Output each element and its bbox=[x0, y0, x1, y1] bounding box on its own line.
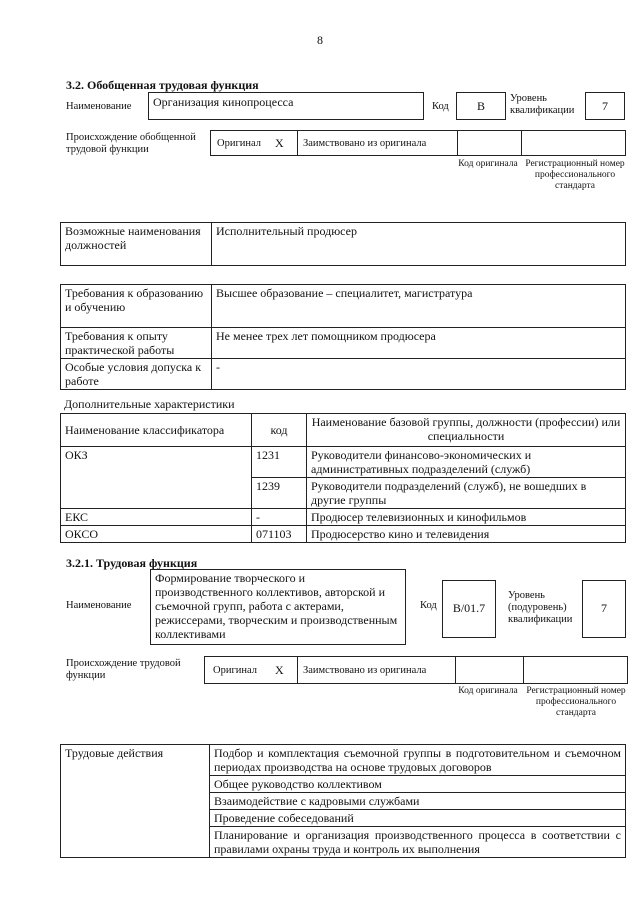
requirement-label: Требования к образованию и обучению bbox=[61, 285, 212, 328]
gtf-name-box bbox=[148, 92, 424, 120]
row-code: 071103 bbox=[252, 526, 307, 543]
requirement-label: Требования к опыту практической работы bbox=[61, 328, 212, 359]
gtf-code-label: Код bbox=[432, 101, 449, 112]
gtf-code-original-caption: Код оригинала bbox=[458, 159, 518, 169]
additional-header-row bbox=[61, 414, 626, 447]
tf-code-label: Код bbox=[420, 600, 437, 611]
requirement-value: Высшее образование – специалитет, магистратура bbox=[212, 285, 626, 328]
tf-reg-number-caption: Регистрационный номер профессионального стандарта bbox=[526, 686, 626, 718]
actions-label: Трудовые действия bbox=[61, 745, 210, 858]
gtf-code-value: B bbox=[476, 99, 485, 113]
tf-heading: 3.2.1. Трудовая функция bbox=[66, 556, 198, 570]
row-classifier: ОКСО bbox=[61, 526, 252, 543]
gtf-original-mark: X bbox=[275, 136, 284, 150]
tf-borrowed-label: Заимствовано из оригинала bbox=[303, 665, 427, 676]
requirement-label: Особые условия допуска к работе bbox=[61, 359, 212, 390]
requirement-row bbox=[61, 285, 626, 328]
additional-table bbox=[60, 413, 626, 543]
row-classifier: ОКЗ bbox=[61, 447, 252, 509]
page-number: 8 bbox=[317, 33, 323, 47]
action-item: Планирование и организация производственного процесса в соответствии с правилами охраны труда и контроль их выполнения bbox=[210, 827, 626, 858]
action-item: Подбор и комплектация съемочной группы в подготовительном и съемочном периодах производства на основе трудовых договоров bbox=[210, 745, 626, 776]
tf-original-mark: X bbox=[275, 663, 284, 677]
tf-name-value: Формирование творческого и производственного коллективов, авторской и съемочной групп, работа с актерами, режиссерами, творческим и производственным коллективами bbox=[155, 571, 398, 641]
requirements-table bbox=[60, 284, 626, 390]
requirement-row bbox=[61, 359, 626, 390]
row-classifier: ЕКС bbox=[61, 509, 252, 526]
positions-value: Исполнительный продюсер bbox=[212, 223, 626, 266]
col-code: код bbox=[252, 414, 307, 447]
row-name: Продюсер телевизионных и кинофильмов bbox=[307, 509, 626, 526]
gtf-origin-table bbox=[210, 130, 626, 156]
tf-name-label: Наименование bbox=[66, 600, 132, 611]
gtf-original-label: Оригинал bbox=[217, 138, 261, 149]
col-classifier: Наименование классификатора bbox=[61, 414, 252, 447]
tf-code-original-caption: Код оригинала bbox=[458, 686, 518, 696]
gtf-level-label: Уровень квалификации bbox=[510, 93, 575, 116]
requirement-value: Не менее трех лет помощником продюсера bbox=[212, 328, 626, 359]
gtf-heading: 3.2. Обобщенная трудовая функция bbox=[66, 78, 259, 92]
actions-table bbox=[60, 744, 626, 858]
action-item: Взаимодействие с кадровыми службами bbox=[210, 793, 626, 810]
row-name: Руководители подразделений (служб), не вошедших в другие группы bbox=[307, 478, 626, 509]
tf-origin-table bbox=[204, 656, 628, 684]
action-item: Общее руководство коллективом bbox=[210, 776, 626, 793]
table-row bbox=[61, 526, 626, 543]
gtf-level-box bbox=[585, 92, 625, 120]
gtf-reg-number-caption: Регистрационный номер профессионального стандарта bbox=[525, 159, 625, 191]
tf-level-label: Уровень (подуровень) квалификации bbox=[508, 590, 573, 625]
gtf-code-box bbox=[456, 92, 506, 120]
positions-table bbox=[60, 222, 626, 266]
table-row bbox=[61, 447, 626, 478]
additional-heading: Дополнительные характеристики bbox=[64, 397, 235, 411]
row-name: Продюсерство кино и телевидения bbox=[307, 526, 626, 543]
row-name: Руководители финансово-экономических и административных подразделений (служб) bbox=[307, 447, 626, 478]
tf-code-value: B/01.7 bbox=[452, 601, 486, 615]
tf-level-box bbox=[582, 580, 626, 638]
requirement-value: - bbox=[212, 359, 626, 390]
gtf-borrowed-label: Заимствовано из оригинала bbox=[303, 138, 427, 149]
row-code: 1239 bbox=[252, 478, 307, 509]
tf-level-value: 7 bbox=[601, 601, 607, 615]
tf-original-label: Оригинал bbox=[213, 665, 257, 676]
gtf-name-label: Наименование bbox=[66, 101, 132, 112]
col-name: Наименование базовой группы, должности (профессии) или специальности bbox=[307, 414, 626, 447]
positions-label: Возможные наименования должностей bbox=[61, 223, 212, 266]
table-row bbox=[61, 745, 626, 776]
row-code: 1231 bbox=[252, 447, 307, 478]
tf-name-box bbox=[150, 569, 406, 645]
row-code: - bbox=[252, 509, 307, 526]
gtf-level-value: 7 bbox=[602, 99, 608, 113]
gtf-origin-label: Происхождение обобщенной трудовой функции bbox=[66, 132, 196, 155]
requirement-row bbox=[61, 328, 626, 359]
tf-code-box bbox=[442, 580, 496, 638]
gtf-name-value: Организация кинопроцесса bbox=[153, 95, 294, 109]
table-row bbox=[61, 509, 626, 526]
tf-origin-label: Происхождение трудовой функции bbox=[66, 658, 181, 681]
action-item: Проведение собеседований bbox=[210, 810, 626, 827]
